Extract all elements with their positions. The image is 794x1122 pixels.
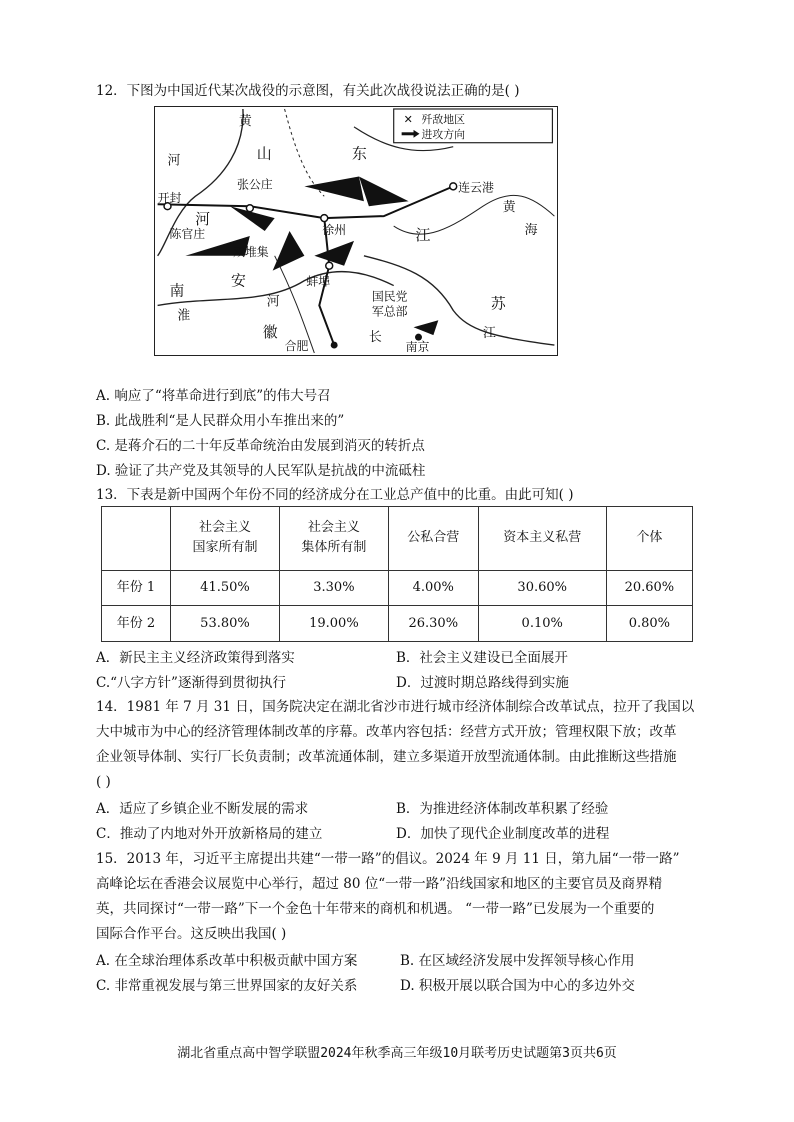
- svg-text:张公庄: 张公庄: [236, 177, 273, 192]
- svg-text:徽: 徽: [262, 323, 278, 342]
- svg-text:淮: 淮: [177, 308, 191, 324]
- table-cell: 41.50%: [171, 570, 280, 606]
- q13-stem: 13．下表是新中国两个年份不同的经济成分在工业总产值中的比重。由此可知( ): [96, 487, 574, 503]
- q13-option-a: A．新民主主义经济政策得到落实: [96, 650, 295, 666]
- economy-table: [101, 506, 693, 642]
- table-header-cell: [102, 507, 171, 571]
- table-header-cell: 社会主义 集体所有制: [279, 507, 388, 571]
- svg-text:河: 河: [266, 294, 280, 310]
- svg-text:合肥: 合肥: [284, 339, 309, 354]
- table-cell: 3.30%: [279, 570, 388, 606]
- svg-text:南: 南: [169, 281, 185, 300]
- q12-option-c: C. 是蒋介石的二十年反革命统治由发展到消灭的转折点: [96, 438, 425, 454]
- svg-text:黄: 黄: [238, 113, 252, 129]
- attack-wedge-7: [414, 320, 439, 335]
- q14-option-c: C．推动了内地对外开放新格局的建立: [96, 826, 323, 842]
- svg-text:黄: 黄: [502, 200, 516, 216]
- svg-text:国民党: 国民党: [371, 289, 408, 304]
- svg-text:蚌埠: 蚌埠: [306, 274, 331, 289]
- province-border-2: [285, 109, 325, 196]
- table-cell: 0.10%: [478, 606, 606, 642]
- svg-text:开封: 开封: [157, 191, 182, 206]
- q12-stem: 12．下图为中国近代某次战役的示意图，有关此次战役说法正确的是( ): [96, 83, 520, 99]
- table-header-row: [102, 507, 693, 571]
- svg-text:陈官庄: 陈官庄: [169, 226, 206, 241]
- table-header-cell: 公私合营: [388, 507, 478, 571]
- q14-line-3: 企业领导体制、实行厂长负责制；改革流通体制，建立多渠道开放型流通体制。由此推断这些措施: [96, 749, 677, 765]
- table-cell: 30.60%: [478, 570, 606, 606]
- table-cell: 4.00%: [388, 570, 478, 606]
- q14-option-b: B．为推进经济体制改革积累了经验: [396, 801, 609, 817]
- page-footer: 湖北省重点高中智学联盟2024年秋季高三年级10月联考历史试题第3页共6页: [177, 1046, 617, 1061]
- q15-option-d: D. 积极开展以联合国为中心的多边外交: [400, 978, 635, 994]
- svg-text:海: 海: [524, 222, 538, 238]
- table-cell: 年份 2: [102, 606, 171, 642]
- svg-text:连云港: 连云港: [458, 180, 494, 195]
- svg-text:江: 江: [415, 225, 431, 244]
- city-zhanggongzhuang: [246, 205, 253, 212]
- table-header-cell: 资本主义私营: [478, 507, 606, 571]
- q13-option-c: C.“八字方针”逐渐得到贯彻执行: [96, 675, 286, 691]
- attack-wedge-2: [359, 176, 409, 206]
- svg-text:安: 安: [231, 271, 246, 290]
- table-row: [102, 570, 693, 606]
- map-legend-box: [394, 109, 553, 143]
- q15-line-1: 15．2013 年，习近平主席提出共建“一带一路”的倡议。2024 年 9 月 11 日，第九届“一带一路”: [96, 851, 680, 867]
- q14-line-1: 14．1981 年 7 月 31 日，国务院决定在湖北省沙市进行城市经济体制综合改革试点，拉开了我国以: [96, 699, 695, 715]
- svg-text:河: 河: [167, 153, 181, 169]
- q12-option-d: D. 验证了共产党及其领导的人民军队是抗战的中流砥柱: [96, 463, 426, 479]
- q15-line-4: 国际合作平台。这反映出我国( ): [96, 926, 287, 942]
- svg-text:山: 山: [256, 144, 272, 163]
- q14-option-a: A．适应了乡镇企业不断发展的需求: [96, 801, 309, 817]
- encircle-symbol-icon: ✕: [403, 112, 413, 126]
- q13-option-b: B．社会主义建设已全面展开: [396, 650, 568, 666]
- legend-encircle-label: 歼敌地区: [421, 112, 466, 126]
- city-bengbu: [326, 262, 333, 269]
- table-header-cell: 社会主义 国家所有制: [171, 507, 280, 571]
- svg-text:东: 东: [352, 144, 367, 163]
- attack-wedge-5: [273, 231, 305, 271]
- svg-text:苏: 苏: [490, 294, 506, 313]
- q12-option-b: B. 此战胜利“是人民群众用小车推出来的”: [96, 413, 345, 429]
- svg-text:长: 长: [368, 330, 382, 346]
- table-cell: 19.00%: [279, 606, 388, 642]
- q14-line-4: ( ): [96, 774, 111, 790]
- table-cell: 年份 1: [102, 570, 171, 606]
- svg-text:南京: 南京: [405, 340, 430, 355]
- svg-text:军总部: 军总部: [371, 304, 408, 319]
- svg-text:徐州: 徐州: [322, 222, 347, 237]
- table-cell: 26.30%: [388, 606, 478, 642]
- table-header-cell: 个体: [606, 507, 692, 571]
- city-xuzhou: [321, 215, 328, 222]
- q15-line-2: 高峰论坛在香港会议展览中心举行，超过 80 位“一带一路”沿线国家和地区的主要官员及商界精: [96, 876, 663, 892]
- battle-map-svg: [155, 107, 557, 355]
- q13-option-d: D．过渡时期总路线得到实施: [396, 675, 569, 691]
- q15-line-3: 英，共同探讨“一带一路”下一个金色十年带来的商机和机遇。 “一带一路”已发展为一个重要的: [96, 901, 655, 917]
- legend-attack-label: 进攻方向: [421, 127, 466, 141]
- city-hefei: [331, 342, 338, 349]
- q14-line-2: 大中城市为中心的经济管理体制改革的序幕。改革内容包括：经营方式开放；管理权限下放；改革: [96, 724, 677, 740]
- table-cell: 53.80%: [171, 606, 280, 642]
- q15-option-b: B. 在区域经济发展中发挥领导核心作用: [400, 953, 635, 969]
- q15-option-a: A. 在全球治理体系改革中积极贡献中国方案: [96, 953, 358, 969]
- table-row: [102, 606, 693, 642]
- city-lianyungang: [450, 183, 457, 190]
- attack-wedge-6: [314, 241, 354, 266]
- attack-wedge-1: [304, 176, 364, 201]
- svg-text:河: 河: [195, 210, 211, 229]
- svg-text:江: 江: [482, 326, 496, 342]
- q12-option-a: A. 响应了“将革命进行到底”的伟大号召: [96, 388, 331, 404]
- q15-option-c: C. 非常重视发展与第三世界国家的友好关系: [96, 978, 358, 994]
- table-cell: 0.80%: [606, 606, 692, 642]
- table-cell: 20.60%: [606, 570, 692, 606]
- battle-map: [154, 106, 558, 356]
- q14-option-d: D．加快了现代企业制度改革的进程: [396, 826, 610, 842]
- svg-text:双堆集: 双堆集: [232, 244, 269, 259]
